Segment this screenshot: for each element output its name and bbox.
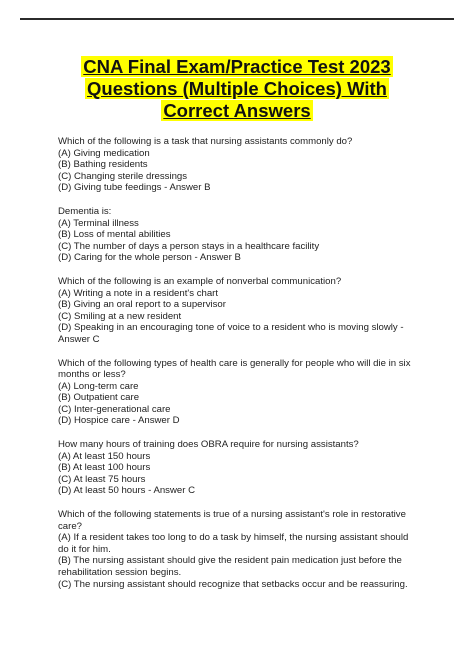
answer-option: (D) Hospice care - Answer D [58, 415, 180, 427]
answer-option: (D) Speaking in an encouraging tone of voice to a resident who is moving slowly - Answer C [58, 322, 404, 345]
answer-option: (B) Outpatient care [58, 392, 140, 404]
title-line-3: Correct Answers [163, 100, 311, 121]
answer-option: (A) At least 150 hours [58, 450, 151, 462]
answer-option: (C) Smiling at a new resident [58, 310, 182, 322]
answer-option: (C) Inter-generational care [58, 403, 171, 415]
answer-option: (B) The nursing assistant should give the resident pain medication just before the rehabilitation session begins. [58, 555, 402, 578]
question-list [58, 136, 416, 602]
answer-option: (B) Bathing residents [58, 159, 148, 171]
question-5 [58, 439, 416, 497]
answer-option: (A) Giving medication [58, 147, 150, 159]
answer-option: (D) Giving tube feedings - Answer B [58, 182, 211, 194]
question-stem: Which of the following is an example of nonverbal communication? [58, 275, 342, 287]
question-stem: How many hours of training does OBRA require for nursing assistants? [58, 439, 359, 451]
question-stem: Which of the following types of health care is generally for people who will die in six months or less? [58, 357, 411, 381]
answer-option: (D) Caring for the whole person - Answer B [58, 252, 241, 264]
answer-option: (A) Terminal illness [58, 217, 139, 229]
answer-option: (A) If a resident takes too long to do a task by himself, the nursing assistant should do it for him. [58, 532, 409, 555]
title-line-1: CNA Final Exam/Practice Test 2023 [83, 56, 391, 77]
document-title [58, 56, 416, 122]
answer-option: (A) Long-term care [58, 380, 139, 392]
question-6 [58, 509, 416, 590]
answer-option: (C) The number of days a person stays in a healthcare facility [58, 240, 320, 252]
answer-option: (A) Writing a note in a resident's chart [58, 287, 219, 299]
question-4 [58, 358, 416, 428]
question-3 [58, 276, 416, 346]
question-stem: Dementia is: [58, 205, 112, 217]
question-stem: Which of the following is a task that nursing assistants commonly do? [58, 136, 353, 147]
top-divider [20, 18, 454, 20]
title-line-2: Questions (Multiple Choices) With [87, 78, 387, 99]
question-1 [58, 136, 416, 194]
answer-option: (B) Loss of mental abilities [58, 229, 171, 241]
answer-option: (D) At least 50 hours - Answer C [58, 485, 196, 497]
question-2 [58, 206, 416, 264]
answer-option: (B) Giving an oral report to a supervisor [58, 299, 226, 311]
answer-option: (C) Changing sterile dressings [58, 170, 188, 182]
answer-option: (C) The nursing assistant should recognize that setbacks occur and be reassuring. [58, 578, 408, 590]
answer-option: (B) At least 100 hours [58, 462, 151, 474]
answer-option: (C) At least 75 hours [58, 473, 146, 485]
question-stem: Which of the following statements is true of a nursing assistant's role in restorative care? [58, 509, 406, 532]
